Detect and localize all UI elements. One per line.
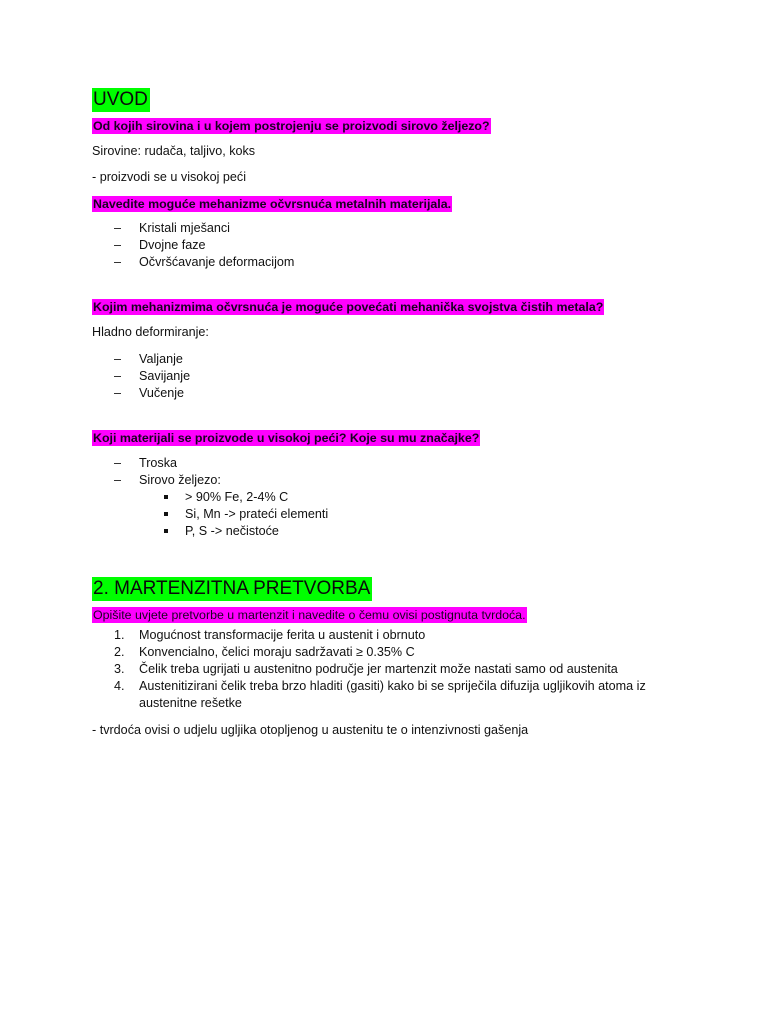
question-1: Od kojih sirovina i u kojem postrojenju se proizvodi sirovo željezo?: [93, 119, 490, 133]
document-page: [92, 86, 692, 738]
answer-3-intro: Hladno deformiranje:: [92, 325, 209, 339]
question-4: Koji materijali se proizvode u visokoj peći? Koje su mu značajke?: [93, 431, 480, 445]
list-item: Si, Mn -> prateći elementi: [92, 506, 692, 523]
dash-marker: –: [114, 238, 122, 252]
square-bullet-icon: [164, 512, 168, 516]
list-number: 1.: [114, 628, 125, 642]
square-bullet-icon: [164, 529, 168, 533]
dash-marker: –: [114, 473, 122, 487]
dash-marker: –: [114, 386, 122, 400]
list-item: 1. Mogućnost transformacije ferita u austenit i obrnuto: [114, 628, 426, 642]
list-item: – Vučenje: [114, 386, 185, 400]
dash-marker: –: [114, 369, 122, 383]
list-item: > 90% Fe, 2-4% C: [92, 489, 692, 506]
answer-2-list: [92, 220, 692, 271]
list-number: 3.: [114, 662, 125, 676]
square-bullet-icon: [164, 495, 168, 499]
answer-5-note: - tvrdoća ovisi o udjelu ugljika otopljenog u austenitu te o intenzivnosti gašenja: [92, 723, 529, 737]
section-heading-martenzit: 2. MARTENZITNA PRETVORBA: [93, 578, 371, 599]
list-item: – Dvojne faze: [114, 238, 206, 252]
dash-marker: –: [114, 352, 122, 366]
section-heading-uvod: UVOD: [93, 89, 148, 110]
list-item: P, S -> nečistoće: [92, 523, 692, 540]
list-item: – Valjanje: [114, 352, 183, 366]
answer-1-line-1: Sirovine: rudača, taljivo, koks: [92, 144, 256, 158]
question-3: Kojim mehanizmima očvrsnuća je moguće povećati mehanička svojstva čistih metala?: [93, 300, 604, 314]
question-5: Opišite uvjete pretvorbe u martenzit i navedite o čemu ovisi postignuta tvrdoća.: [93, 608, 526, 622]
list-item: – Očvršćavanje deformacijom: [114, 255, 295, 269]
list-item: – Sirovo željezo:: [114, 473, 221, 487]
list-item: – Kristali mješanci: [114, 221, 230, 235]
list-number: 2.: [114, 645, 125, 659]
question-2: Navedite moguće mehanizme očvrsnuća metalnih materijala.: [93, 197, 452, 211]
list-item: 4. Austenitizirani čelik treba brzo hladiti (gasiti) kako bi se spriječila difuzija ugljikovih atoma iz austenitne rešetke: [114, 679, 646, 710]
list-number: 4.: [114, 679, 125, 693]
dash-marker: –: [114, 255, 122, 269]
dash-marker: –: [114, 221, 122, 235]
dash-marker: –: [114, 456, 122, 470]
list-item: – Troska: [114, 456, 178, 470]
list-item: 3. Čelik treba ugrijati u austenitno područje jer martenzit može nastati samo od austenita: [114, 662, 618, 676]
answer-1-line-2: - proizvodi se u visokoj peći: [92, 170, 246, 184]
list-item: 2. Konvencialno, čelici moraju sadržavati ≥ 0.35% C: [114, 645, 415, 659]
list-item: – Savijanje: [114, 369, 191, 383]
answer-4-sublist: [92, 489, 692, 540]
answer-4-list: [92, 455, 692, 489]
answer-5-list: [92, 627, 692, 712]
answer-3-list: [92, 351, 692, 402]
